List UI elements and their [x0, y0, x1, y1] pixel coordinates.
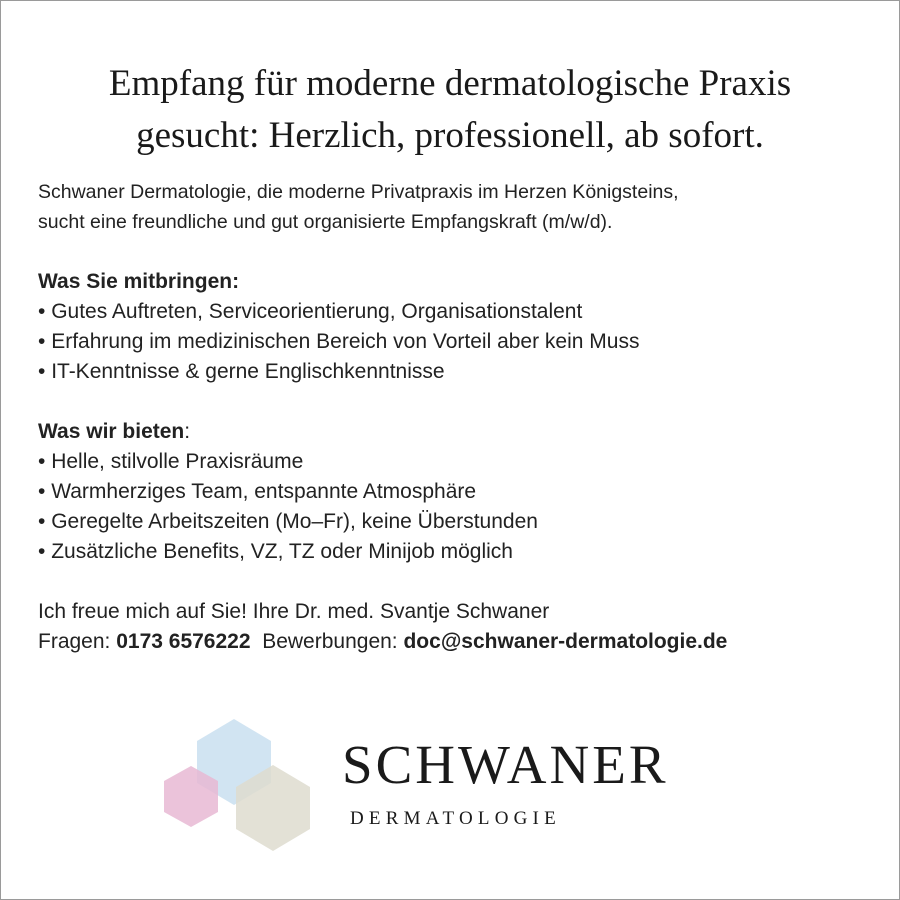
- headline: [0, 58, 900, 162]
- ad-body: [38, 177, 878, 657]
- offer-item: • Geregelte Arbeitszeiten (Mo–Fr), keine Überstunden: [38, 507, 878, 537]
- offer-item: • Warmherziges Team, entspannte Atmosphäre: [38, 477, 878, 507]
- offer-item: • Helle, stilvolle Praxisräume: [38, 447, 878, 477]
- requirement-item: • Erfahrung im medizinischen Bereich von Vorteil aber kein Muss: [38, 327, 878, 357]
- email-link[interactable]: doc@schwaner-dermatologie.de: [403, 630, 728, 653]
- logo-subtitle: DERMATOLOGIE: [350, 808, 561, 829]
- apply-label: Bewerbungen:: [262, 630, 404, 653]
- requirement-item: • Gutes Auftreten, Serviceorientierung, Organisationstalent: [38, 297, 878, 327]
- requirements-heading: Was Sie mitbringen:: [38, 270, 240, 293]
- offer-heading-colon: :: [184, 420, 191, 443]
- requirement-item: • IT-Kenntnisse & gerne Englischkenntnisse: [38, 357, 878, 387]
- intro-line-2: sucht eine freundliche und gut organisierte Empfangskraft (m/w/d).: [38, 211, 613, 233]
- headline-line-2: gesucht: Herzlich, professionell, ab sofort.: [136, 115, 764, 156]
- hexagon-logo-icon: [155, 712, 320, 862]
- intro-line-1: Schwaner Dermatologie, die moderne Privatpraxis im Herzen Königsteins,: [38, 181, 679, 203]
- phone-label: Fragen:: [38, 630, 117, 653]
- offer-heading: Was wir bieten: [38, 420, 185, 443]
- signoff: Ich freue mich auf Sie! Ihre Dr. med. Svantje Schwaner: [38, 600, 550, 623]
- offer-heading-line: [38, 417, 878, 447]
- phone-number[interactable]: 0173 6576222: [116, 630, 251, 653]
- logo-wordmark: SCHWANER: [342, 734, 669, 795]
- offer-item: • Zusätzliche Benefits, VZ, TZ oder Minijob möglich: [38, 537, 878, 567]
- contact-line: [38, 627, 878, 657]
- headline-line-1: Empfang für moderne dermatologische Praxis: [108, 63, 792, 104]
